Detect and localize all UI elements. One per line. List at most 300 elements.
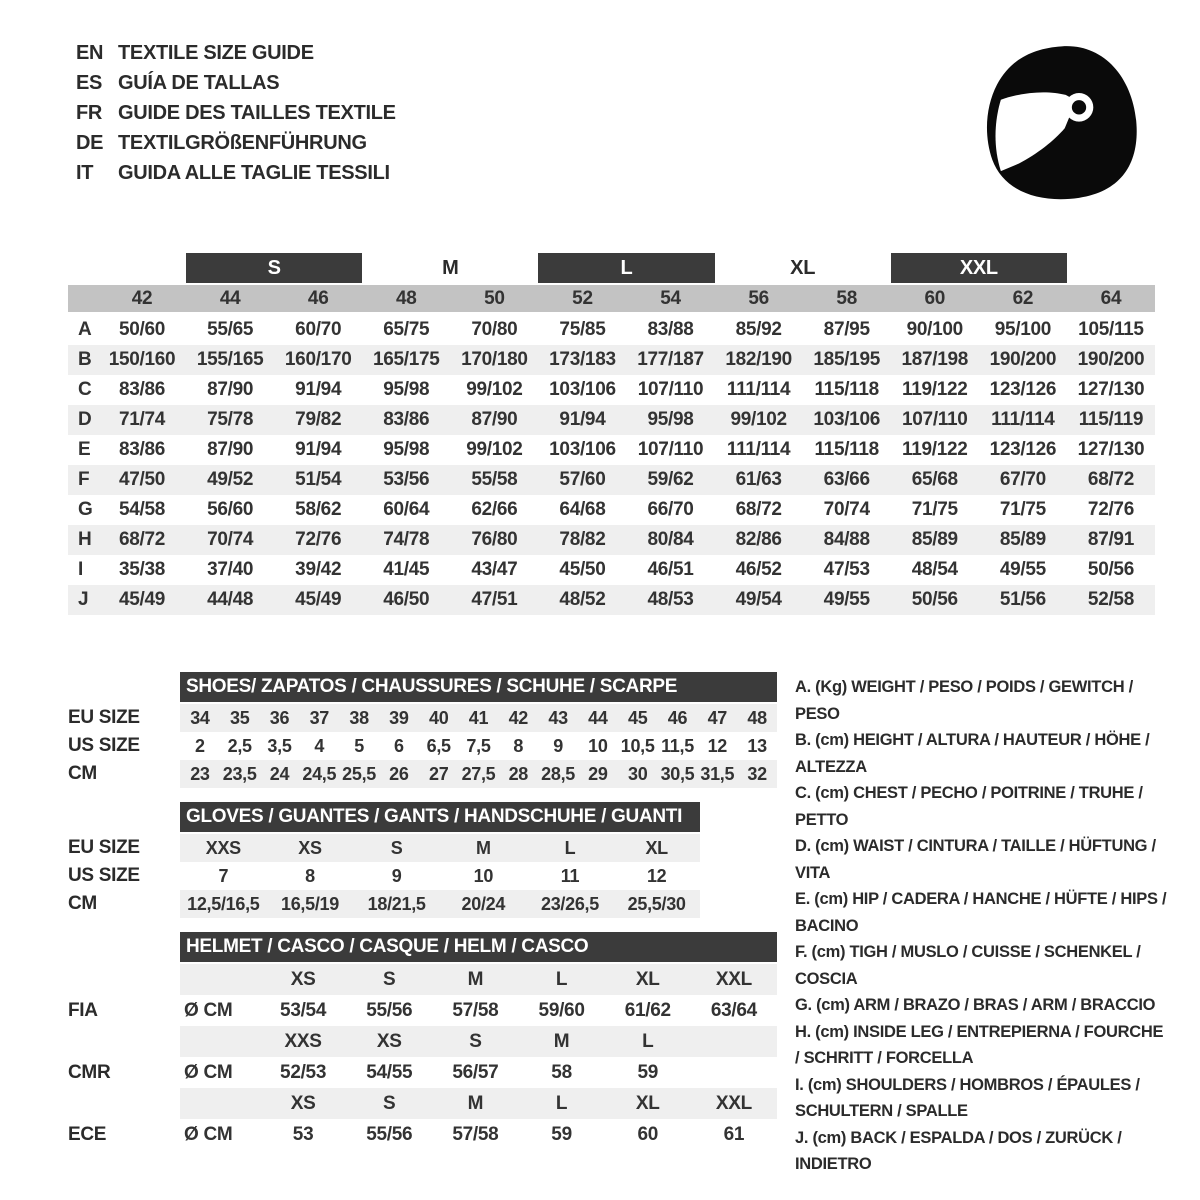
gloves-size-table [68,802,780,918]
value: 12 [707,735,727,756]
measure-value: 72/76 [1087,499,1134,520]
measure-value: 165/175 [372,349,440,370]
measure-value: 35/38 [119,559,166,580]
value: 18/21,5 [367,893,426,914]
row-letter: G [78,499,93,520]
value: 11,5 [661,735,694,756]
legend-item-h: H. (cm) INSIDE LEG / ENTREPIERNA / FOURCHE / SCHRITT / FORCELLA [795,1022,1164,1067]
gloves-row-eu-size [68,834,780,862]
value: 23 [190,763,210,784]
helmet-sizes [180,1088,777,1119]
size-label: L [555,1092,568,1114]
row-letter: E [78,439,91,460]
size-value: 55/56 [366,999,413,1021]
size-value: 53 [292,1123,314,1145]
helmet-values-row-cmr [68,1057,780,1088]
measure-value: 95/100 [994,319,1052,340]
value: 8 [305,865,315,886]
measure-row-e [68,435,1155,465]
measure-value: 44/48 [207,589,254,610]
language-title-list [76,42,396,185]
value: 6,5 [426,735,451,756]
measure-value: 50/60 [119,319,166,340]
size-value: 52/53 [280,1061,327,1083]
language-title-de: TEXTILGRÖßENFÜHRUNG [118,132,367,154]
legend-item-f: F. (cm) TIGH / MUSLO / CUISSE / SCHENKEL / COSCIA [795,943,1141,988]
measure-value: 70/74 [823,499,870,520]
row-label: CM [68,763,97,784]
size-label: S [383,1092,396,1114]
measure-value: 85/92 [735,319,782,340]
size-label: L [642,1030,654,1052]
measure-value: 84/88 [823,529,870,550]
unit-label: Ø CM [184,1061,233,1083]
measure-value: 66/70 [647,499,694,520]
measure-value: 78/82 [559,529,606,550]
measure-value: 87/90 [207,439,254,460]
size-group-row [68,253,1155,283]
measurement-legend [795,674,1167,1178]
measure-value: 68/72 [735,499,782,520]
helmet-title: HELMET / CASCO / CASQUE / HELM / CASCO [180,932,777,962]
measure-value: 123/126 [989,379,1057,400]
helmet-size-table [68,932,780,1150]
value: 24,5 [302,763,337,784]
measure-value: 103/106 [549,379,616,400]
size-number: 48 [396,287,417,309]
measure-value: 39/42 [295,559,342,580]
measure-value: 49/54 [735,589,782,610]
measure-value: 115/119 [1078,409,1144,430]
measure-value: 107/110 [637,439,704,460]
measure-value: 111/114 [726,379,791,400]
legend-item-d: D. (cm) WAIST / CINTURA / TAILLE / HÜFTUNG / VITA [795,837,1156,882]
value: 12 [646,865,667,886]
size-label: M [553,1030,570,1052]
row-label: EU SIZE [68,837,140,858]
measure-value: 50/56 [1087,559,1134,580]
value: 37 [309,707,329,728]
size-value: 57/58 [452,1123,499,1145]
measure-value: 99/102 [466,379,523,400]
size-group-xxl: XXL [891,253,1067,283]
standard-label: FIA [68,999,98,1021]
value: 36 [269,707,290,728]
measure-value: 83/86 [119,379,166,400]
measure-value: 63/66 [823,469,870,490]
measure-value: 47/50 [119,469,166,490]
measure-value: 71/75 [999,499,1046,520]
shoes-size-table [68,672,780,788]
language-title-it: GUIDA ALLE TAGLIE TESSILI [118,162,390,184]
row-letter: H [78,529,92,550]
measure-value: 79/82 [295,409,342,430]
size-label: M [467,1092,484,1114]
measure-value: 46/50 [383,589,430,610]
size-label: XS [376,1030,402,1052]
value: 40 [428,707,449,728]
shoes-title: SHOES/ ZAPATOS / CHAUSSURES / SCHUHE / SCARPE [180,672,777,702]
measure-value: 99/102 [730,409,787,430]
row-values [180,760,777,788]
value: XL [645,837,668,858]
row-values [180,834,700,862]
measure-value: 190/200 [1077,349,1145,370]
measure-value: 61/63 [735,469,782,490]
helmet-header-row [68,932,780,962]
measure-row-c [68,375,1155,405]
value: 20/24 [461,893,506,914]
measure-value: 45/50 [559,559,606,580]
language-code-en: EN [76,42,104,64]
size-value: 57/58 [452,999,499,1021]
value: 10 [473,865,494,886]
value: 6 [394,735,404,756]
value: 39 [389,707,409,728]
row-values [180,732,777,760]
value: 29 [588,763,608,784]
measure-value: 87/90 [471,409,518,430]
shoes-row-us-size [68,732,780,760]
helmet-sizes-row-cmr [68,1026,780,1057]
size-value: 55/56 [366,1123,413,1145]
measure-value: 91/94 [559,409,606,430]
shoes-header-row [68,672,780,702]
measure-value: 87/90 [207,379,254,400]
language-title-en: TEXTILE SIZE GUIDE [118,42,314,64]
measure-value: 56/60 [207,499,254,520]
size-label: M [467,968,484,990]
size-group-s: S [186,253,362,283]
language-code-fr: FR [76,102,103,124]
measure-value: 49/55 [823,589,870,610]
measure-value: 111/114 [991,409,1055,430]
measure-value: 150/160 [108,349,176,370]
value: 2 [195,735,205,756]
value: 8 [513,735,524,756]
shoes-row-cm [68,760,780,788]
size-value: 56/57 [452,1061,499,1083]
row-values [180,704,777,732]
value: 4 [314,735,325,756]
measure-value: 68/72 [119,529,166,550]
textile-size-table [68,253,1155,615]
size-value: 61 [723,1123,745,1145]
measure-value: 74/78 [383,529,430,550]
measure-value: 190/200 [989,349,1057,370]
measure-value: 119/122 [902,439,968,460]
measure-value: 49/52 [207,469,254,490]
measure-value: 83/88 [647,319,694,340]
size-number: 52 [572,287,593,309]
measure-value: 45/49 [295,589,342,610]
value: 2,5 [227,735,252,756]
measure-value: 75/78 [207,409,254,430]
size-group-xl: XL [790,257,816,279]
row-letter: A [78,319,92,340]
size-number: 44 [219,287,241,309]
measure-value: 49/55 [999,559,1046,580]
language-title-es: GUÍA DE TALLAS [118,72,280,94]
measure-value: 52/58 [1087,589,1134,610]
helmet-sizes-row-fia [68,964,780,995]
measure-value: 47/53 [823,559,870,580]
measure-value: 83/86 [119,439,166,460]
measure-row-b [68,345,1155,375]
size-group-l: L [538,253,714,283]
measure-value: 41/45 [383,559,430,580]
value: 27 [428,763,449,784]
value: 34 [190,707,210,728]
measure-value: 87/91 [1087,529,1134,550]
size-value: 59/60 [538,999,585,1021]
measure-value: 64/68 [559,499,606,520]
value: 35 [229,707,250,728]
measure-value: 82/86 [735,529,782,550]
measure-row-j [68,585,1155,615]
size-value: 53/54 [280,999,327,1021]
measure-value: 70/80 [471,319,518,340]
accessory-tables [68,672,780,1164]
legend-item-c: C. (cm) CHEST / PECHO / POITRINE / TRUHE / PETTO [795,784,1143,829]
legend-item-e: E. (cm) HIP / CADERA / HANCHE / HÜFTE / HIPS / BACINO [795,890,1167,935]
row-letter: B [78,349,92,370]
measure-value: 59/62 [647,469,694,490]
measure-row-f [68,465,1155,495]
value: 25,5/30 [627,893,686,914]
standard-label: CMR [68,1061,111,1083]
measure-value: 48/53 [647,589,694,610]
measure-row-i [68,555,1155,585]
measure-row-g [68,495,1155,525]
language-title-fr: GUIDE DES TAILLES TEXTILE [118,102,396,124]
measure-value: 68/72 [1087,469,1134,490]
value: 23,5 [222,763,257,784]
value: XXS [205,837,241,858]
legend-item-a: A. (Kg) WEIGHT / PESO / POIDS / GEWITCH / PESO [795,678,1133,723]
measure-value: 103/106 [813,409,880,430]
value: 46 [667,707,688,728]
size-label: XS [290,1092,316,1114]
size-label: XL [635,968,660,990]
value: 24 [269,763,290,784]
row-letter: J [78,589,89,610]
size-value: 59 [551,1123,572,1145]
language-code-it: IT [76,162,94,184]
measure-row-a [68,315,1155,345]
helmet-values-row-ece [68,1119,780,1150]
measure-value: 107/110 [637,379,704,400]
measure-value: 115/118 [814,379,879,400]
measure-value: 185/195 [813,349,880,370]
value: 41 [468,707,489,728]
row-label: US SIZE [68,865,140,886]
size-number: 50 [484,287,505,309]
measure-value: 127/130 [1077,439,1145,460]
size-number: 60 [924,287,946,309]
measure-row-h [68,525,1155,555]
measure-value: 46/51 [647,559,694,580]
measure-value: 95/98 [383,439,430,460]
measure-value: 123/126 [989,439,1057,460]
measure-value: 58/62 [295,499,342,520]
value: 16,5/19 [281,893,339,914]
measure-value: 170/180 [461,349,528,370]
measure-value: 160/170 [284,349,352,370]
gloves-header-row [68,802,780,832]
measure-value: 95/98 [647,409,694,430]
measure-value: 65/75 [383,319,430,340]
row-values [180,890,700,918]
measure-value: 105/115 [1078,319,1144,340]
measure-value: 103/106 [549,439,616,460]
gloves-row-us-size [68,862,780,890]
legend-item-g: G. (cm) ARM / BRAZO / BRAS / ARM / BRACCIO [795,996,1156,1014]
row-values [180,862,700,890]
measure-value: 177/187 [637,349,704,370]
value: 38 [349,707,369,728]
measure-value: 48/52 [559,589,606,610]
value: 11 [560,865,580,886]
measure-value: 67/70 [999,469,1046,490]
value: XS [298,837,322,858]
measure-value: 46/52 [735,559,782,580]
measure-value: 47/51 [471,589,518,610]
measure-value: 187/198 [901,349,969,370]
value: 5 [354,735,364,756]
measure-value: 119/122 [902,379,968,400]
measure-value: 155/165 [196,349,264,370]
measure-value: 80/84 [647,529,694,550]
measure-row-d [68,405,1155,435]
row-label: US SIZE [68,735,140,756]
helmet-values-row-fia [68,995,780,1026]
value: 28 [508,763,528,784]
unit-label: Ø CM [184,1123,233,1145]
size-value: 60 [637,1123,659,1145]
measure-value: 91/94 [295,379,342,400]
measure-value: 57/60 [559,469,606,490]
size-number: 64 [1100,287,1122,309]
value: 25,5 [342,763,376,784]
size-number: 46 [307,287,329,309]
measure-value: 85/89 [911,529,958,550]
measure-value: 43/47 [471,559,518,580]
legend-item-i: I. (cm) SHOULDERS / HOMBROS / ÉPAULES / SCHULTERN / SPALLE [795,1075,1140,1120]
language-code-de: DE [76,132,104,154]
measure-value: 62/66 [471,499,518,520]
size-value: 58 [551,1061,572,1083]
measure-value: 70/74 [207,529,254,550]
measure-value: 91/94 [295,439,342,460]
measure-value: 71/74 [119,409,166,430]
measure-value: 50/56 [911,589,958,610]
row-letter: D [78,409,92,430]
racing-helmet-icon [978,38,1140,210]
value: 42 [508,707,528,728]
size-number: 56 [748,287,769,309]
gloves-title: GLOVES / GUANTES / GANTS / HANDSCHUHE / GUANTI [180,802,700,832]
value: 31,5 [700,763,735,784]
row-letter: I [78,559,83,580]
helmet-values [180,1119,777,1150]
size-label: L [555,968,568,990]
value: 13 [747,735,767,756]
size-number: 42 [131,287,153,309]
measure-value: 182/190 [725,349,792,370]
value: L [564,837,576,858]
value: 43 [548,707,568,728]
measure-value: 127/130 [1077,379,1145,400]
measure-value: 53/56 [383,469,430,490]
measure-value: 55/65 [207,319,254,340]
shoes-row-eu-size [68,704,780,732]
measure-value: 90/100 [906,319,963,340]
size-number: 54 [660,287,681,309]
measure-value: 95/98 [383,379,430,400]
value: 27,5 [461,763,496,784]
racing-helmet-icon [978,38,1140,210]
size-number: 62 [1012,287,1034,309]
value: 9 [391,865,402,886]
measure-value: 111/114 [726,439,791,460]
row-letter: C [78,379,92,400]
measure-value: 55/58 [471,469,518,490]
measure-value: 60/64 [383,499,430,520]
gloves-row-cm [68,890,780,918]
unit-label: Ø CM [184,999,233,1021]
measure-value: 51/54 [295,469,342,490]
measure-value: 85/89 [999,529,1046,550]
measure-value: 83/86 [383,409,430,430]
value: 44 [588,707,608,728]
size-value: 54/55 [366,1061,413,1083]
value: 10,5 [620,735,655,756]
size-number: 58 [836,287,857,309]
measure-value: 51/56 [999,589,1046,610]
size-label: XL [635,1092,660,1114]
size-label: XS [290,968,316,990]
language-code-es: ES [76,72,103,94]
helmet-values [180,1057,777,1088]
size-group-m: M [442,257,459,279]
standard-label: ECE [68,1123,107,1145]
size-value: 61/62 [624,999,671,1021]
helmet-sizes-row-ece [68,1088,780,1119]
value: 7 [218,865,229,886]
size-value: 59 [637,1061,659,1083]
size-label: XXS [284,1030,322,1052]
value: 3,5 [267,735,292,756]
size-label: S [383,968,396,990]
size-label: XXL [715,1092,752,1114]
value: 26 [389,763,409,784]
measure-value: 107/110 [902,409,968,430]
measure-value: 75/85 [559,319,606,340]
value: M [475,837,491,858]
value: 7,5 [466,735,491,756]
row-letter: F [78,469,90,490]
size-number-row [68,285,1155,312]
measure-value: 87/95 [823,319,870,340]
value: 12,5/16,5 [187,893,260,914]
value: 30 [627,763,648,784]
measure-value: 99/102 [466,439,523,460]
measure-value: 37/40 [207,559,254,580]
measure-value: 72/76 [295,529,342,550]
value: 9 [553,735,563,756]
value: 23/26,5 [541,893,599,914]
